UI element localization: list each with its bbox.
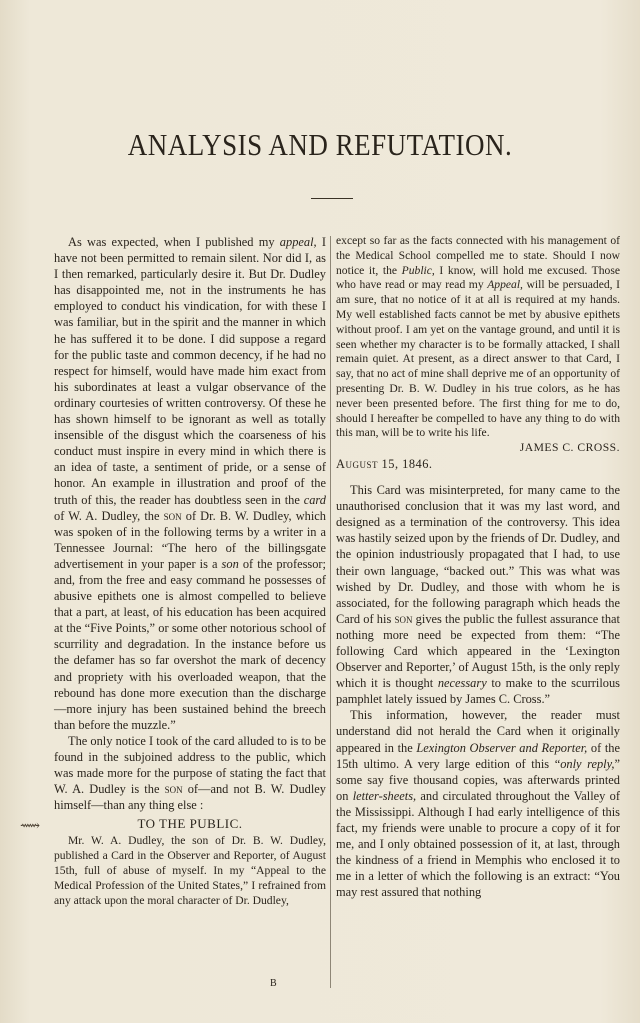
date: August 15, 1846. [336, 456, 433, 471]
paragraph: As was expected, when I published my appeal, I have not been permitted to remain silent. Nor did I, as I then remarked, particularly desire it. But Dr. Dudley has disappointed me, not in the instruments he has employed to conduct his vindication, for with these I was familiar, but in the spirit and the manner in which he has suffered it to be done. I did suppose a regard for the public taste and common decency, if he had no respect for himself, would have made him exact from his subordinates at least a vulgar observance of the ordinary courtesies of written controversy. Of these he has shown himself to be ignorant as well as totally insensible of the disgust which the coarseness of his conduct must inspire in every mind in which there is an idea of taste, a sentiment of pride, or a sense of honor. An example in illustration and proof of the truth of this, the reader has doubtless seen in the card of W. A. Dudley, the son of Dr. B. W. Dudley, which was spoken of in the following terms by a writer in a Tennessee Journal: “The hero of the billingsgate advertisement in your paper is a son of the professor; and, from the free and easy command he possesses of abusive epithets one is almost compelled to believe that a part, at least, of his education has been acquired at the “Five Points,” or some other notorious school of scurrility and degradation. In the instance before us the defamer has so far overshot the mark of decency and propriety with his overloaded weapon, that the rebound has done more execution than the discharge—more injury has been sustained behind the breech than before the muzzle.” [54, 235, 326, 732]
margin-mark: ⟿ [20, 819, 41, 834]
section-heading: TO THE PUBLIC. [137, 816, 243, 832]
paragraph: except so far as the facts connected with his management of the Medical School compelled me to state. Should I now notice it, the Public, I know, will hold me excused. Those who have read or may read my Appeal, will be persuaded, I am sure, that no notice of it at all is required at my hands. My well established facts cannot be met by abusive epithets without proof. I am yet on the vantage ground, and until it is seen whether my character is to be formally attacked, I shall remain quiet. At present, as a direct answer to that Card, I say, that no act of mine shall deprive me of an opportunity of presenting Dr. B. W. Dudley in his true colors, as he has never been presented before. The first thing for me to do, should I hereafter be compelled to have any thing to do with this man, will be to write his life. [336, 234, 621, 440]
signature-line [336, 441, 620, 456]
paragraph: The only notice I took of the card alluded to is to be found in the subjoined address to the public, which was made more for the purpose of stating the fact that W. A. Dudley is the son of—and not B. W. Dudley himself—than any thing else : [54, 733, 326, 813]
paragraph: This information, however, the reader must understand did not herald the Card when it originally appeared in the Lexington Observer and Reporter, of the 15th ultimo. A very large edition of this “only reply,” some say five thousand copies, was afterwards printed on letter-sheets, and circulated throughout the Valley of the Mississippi. Although I had early intelligence of this fact, my friends were unable to procure a copy of it for me, and I only obtained possession of it, at last, through the kindness of a friend in Memphis who enclosed it to me in a letter of which the following is an extract: “You may rest assured that nothing [336, 708, 621, 900]
page-title: ANALYSIS AND REFUTATION. [127, 128, 513, 162]
signature: JAMES C. CROSS. [519, 441, 620, 455]
date-line [336, 456, 620, 472]
paragraph: Mr. W. A. Dudley, the son of Dr. B. W. Dudley, published a Card in the Observer and Reporter, of August 15th, full of abuse of myself. In my “Appeal to the Medical Profession of the United States,” I refrained from any attack upon the moral character of Dr. Dudley, [54, 834, 326, 907]
right-column [336, 234, 620, 900]
title-rule [311, 198, 353, 199]
left-column [54, 234, 326, 908]
paragraph: This Card was misinterpreted, for many came to the unauthorised conclusion that it was my last word, and designed as a termination of the controversy. This idea was hastily seized upon by the friends of Dr. Dudley, and the opinion industriously propagated that I had, to use their own language, “backed out.” This was what was wished by Dr. Dudley, and those with whom he is associated, for the following paragraph which heads the Card of his son gives the public the fullest assurance that nothing more need be expected from them: “The following Card which appeared in the ‘Lexington Observer and Reporter,’ of August 15th, is the only reply which it is thought necessary to make to the scurrilous pamphlet lately issued by James C. Cross.” [336, 483, 620, 707]
column-divider [330, 236, 331, 988]
signature-mark: B [270, 978, 277, 989]
